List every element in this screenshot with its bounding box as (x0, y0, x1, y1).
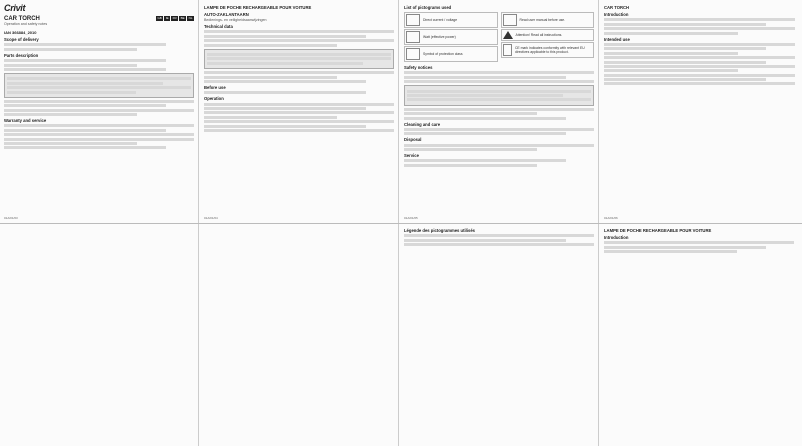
safety-box (404, 85, 594, 106)
watt-icon (406, 31, 420, 43)
section-heading: Parts description (4, 52, 39, 58)
lang-tab: BE (180, 16, 185, 20)
section-heading: Intended use (604, 36, 630, 42)
language-tabs (156, 16, 194, 21)
nl-subtitle: Bedienings- en veiligheidsaanwijzingen (204, 18, 267, 22)
section-heading: Scope of delivery (4, 37, 39, 42)
nl-title: AUTO-ZAKLANTAARN (204, 12, 249, 17)
panel-symbols: List of pictograms used Direct current / voltage Watt (effective power) Symbol of protection class Read user manual before use. Attention! Read all instructions. CE mark indicates conformity with relevant EU directives applicable to this product. Safety notices Cleaning and care Disposal Service (400, 0, 599, 446)
warning-icon (503, 31, 513, 39)
danger-box (4, 73, 194, 98)
fr-symbols: Légende des pictogrammes utilisés (404, 226, 594, 248)
warning-box (204, 49, 394, 70)
protection-class-icon (406, 48, 420, 60)
section-heading: Safety notices (404, 65, 433, 70)
section-heading: Operation (204, 96, 224, 102)
fr-title: LAMPE DE POCHE RECHARGEABLE POUR VOITURE (204, 5, 312, 10)
lang-tab: FR (172, 16, 177, 20)
fr-title-block: LAMPE DE POCHE RECHARGEABLE POUR VOITURE Introduction (604, 226, 794, 255)
ce-mark-icon (503, 44, 512, 56)
section-heading: Introduction (604, 12, 629, 17)
section-title: CAR TORCH (604, 5, 630, 10)
fold-line (0, 223, 802, 224)
product-subtitle: Operation and safety notes (4, 22, 48, 26)
section-heading: Service (404, 153, 419, 159)
dc-icon (406, 14, 420, 26)
lang-tab: NL (188, 16, 193, 20)
section-heading: Warranty and service (4, 118, 47, 124)
ian-number: IAN 366884_2010 (4, 30, 37, 35)
product-title: CAR TORCH (4, 16, 40, 22)
instruction-sheet: Crivit CAR TORCH Operation and safety notes GB IE FR BE NL IAN 366884_2010 Scope of delivery Parts description Warranty and service LAMPE DE POCHE RECHARGEABLE POUR VOITURE AUTO-ZAKLANTAARN Bedienings- en veiligheidsaanwijzingen Technical data Before use Operation List of pictograms used Direct current / voltage Watt (effective power) Symbol of protection class Read user manual before use. Attention! Read all instructions. CE mark indicates conformity with relevant EU directives applicable to this product. Safety notices Cleaning and care Disposal Service CAR TORCH Introduction Intended use Légende des pictogrammes utilisés LAMPE DE POCHE RECHARGEABLE POUR VOITURE Introduction 01A/01/03 01A/01/04 01A/01/05 01A/01/06 (0, 0, 802, 446)
section-heading: Technical data (204, 24, 233, 29)
lang-tab: GB (157, 16, 162, 20)
symbols-heading: List of pictograms used (404, 5, 452, 10)
section-heading: Cleaning and care (404, 121, 441, 127)
section-heading: Before use (204, 84, 226, 90)
section-heading: Disposal (404, 137, 422, 143)
brand-logo: Crivit (4, 3, 26, 13)
lang-tab: IE (165, 16, 169, 20)
manual-icon (503, 14, 517, 26)
